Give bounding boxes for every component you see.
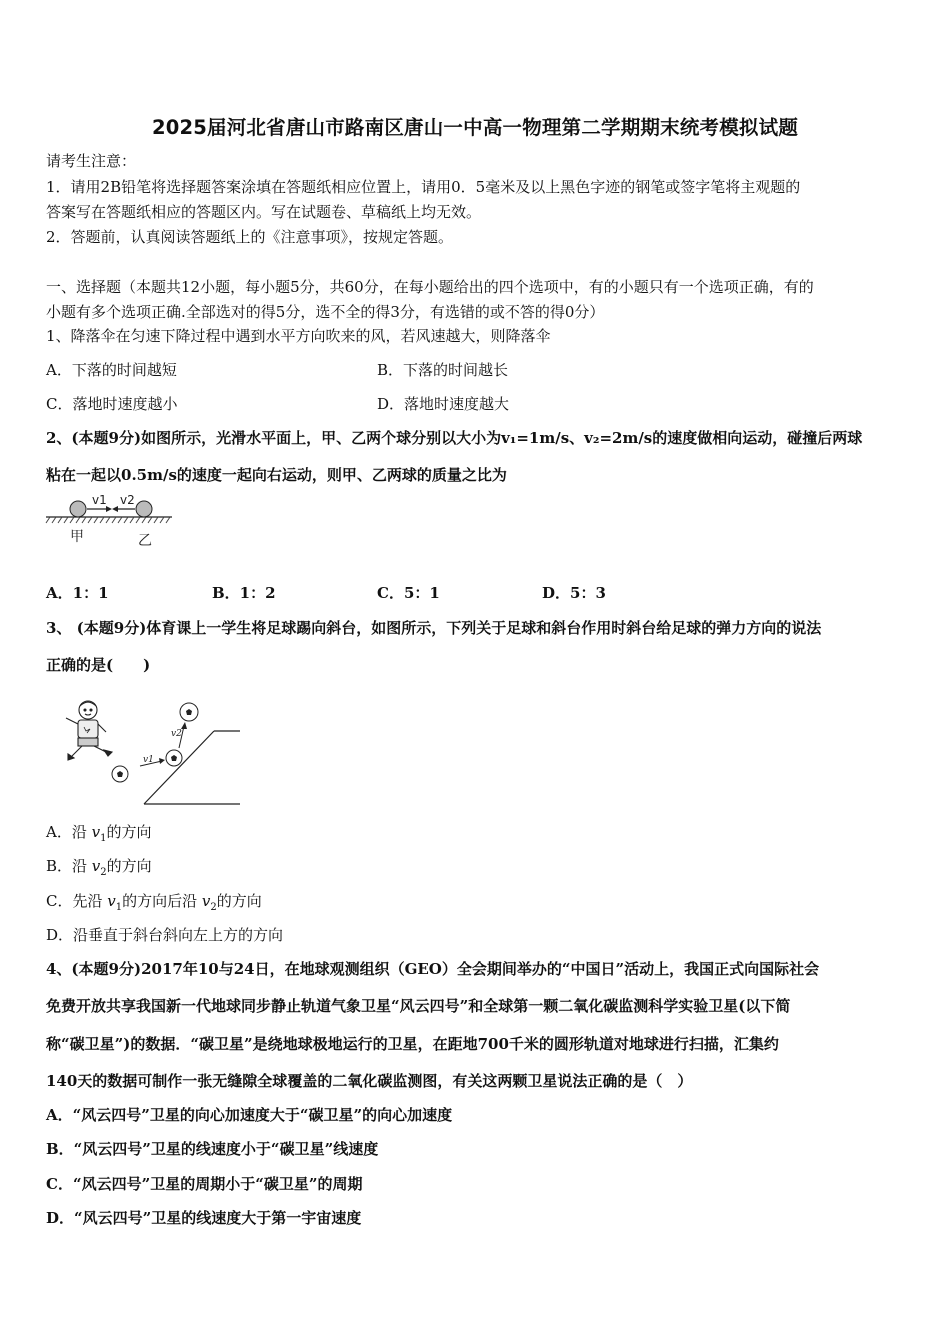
q4-stem-line-1: 4、(本题9分)2017年10与24日，在地球观测组织（GEO）全会期间举办的“中国日”活动上，我国正式向国际社会 <box>46 960 820 978</box>
q4-option-a: A．“风云四号”卫星的向心加速度大于“碳卫星”的向心加速度 <box>46 1106 453 1124</box>
q2-fig-v2-label: v2 <box>120 493 135 507</box>
q2-collision-figure <box>44 492 176 552</box>
notice-item-2: 2．答题前，认真阅读答题纸上的《注意事项》，按规定答题。 <box>46 228 454 246</box>
q4-stem-line-4: 140天的数据可制作一张无缝隙全球覆盖的二氧化碳监测图，有关这两颗卫星说法正确的是（ ） <box>46 1072 693 1090</box>
q1-option-b: B．下落的时间越长 <box>377 361 509 379</box>
notice-item-1-line-2: 答案写在答题纸相应的答题区内。写在试题卷、草稿纸上均无效。 <box>46 203 482 221</box>
q2-fig-jia-label: 甲 <box>70 529 84 545</box>
soccer-ball-icon <box>166 750 182 766</box>
q2-option-d: D．5：3 <box>542 584 606 602</box>
q4-option-c: C．“风云四号”卫星的周期小于“碳卫星”的周期 <box>46 1175 363 1193</box>
q1-option-a: A．下落的时间越短 <box>46 361 177 379</box>
q2-option-a: A．1：1 <box>46 584 109 602</box>
q3-option-b: B．沿 $v_2$的方向 <box>46 857 152 878</box>
q2-stem-line-2: 粘在一起以0.5m/s的速度一起向右运动，则甲、乙两球的质量之比为 <box>46 466 507 484</box>
q2-option-c: C．5：1 <box>377 584 440 602</box>
page-title: 2025届河北省唐山市路南区唐山一中高一物理第二学期期末统考模拟试题 <box>151 116 799 139</box>
q2-option-b: B．1：2 <box>212 584 276 602</box>
q3-option-c: C．先沿 $v_1$的方向后沿 $v_2$的方向 <box>46 892 262 913</box>
q2-fig-v1-label: v1 <box>92 493 107 507</box>
q3-option-a: A．沿 $v_1$的方向 <box>46 823 152 844</box>
q3-option-d: D．沿垂直于斜台斜向左上方的方向 <box>46 926 284 944</box>
q4-stem-line-2: 免费开放共享我国新一代地球同步静止轨道气象卫星“风云四号”和全球第一颗二氧化碳监测科学实验卫星(以下简 <box>46 997 791 1015</box>
q3-stem-line-2: 正确的是( ) <box>46 656 151 674</box>
q4-stem-line-3: 称“碳卫星”)的数据．“碳卫星”是绕地球极地运行的卫星，在距地700千米的圆形轨道对地球进行扫描，汇集约 <box>46 1035 779 1053</box>
q1-stem: 1、降落伞在匀速下降过程中遇到水平方向吹来的风，若风速越大，则降落伞 <box>46 327 551 345</box>
q3-incline-figure <box>44 694 244 808</box>
q3-fig-v1-label: v1 <box>143 755 154 765</box>
soccer-ball-icon <box>180 703 198 721</box>
soccer-ball-icon <box>112 766 128 782</box>
q1-option-d: D．落地时速度越大 <box>377 395 510 413</box>
q4-option-d: D．“风云四号”卫星的线速度大于第一宇宙速度 <box>46 1209 362 1227</box>
q3-fig-v2-label: v2 <box>171 729 182 739</box>
notice-item-1-line-1: 1．请用2B铅笔将选择题答案涂填在答题纸相应位置上，请用0．5毫米及以上黑色字迹的钢笔或签字笔将主观题的 <box>46 178 801 196</box>
student-icon <box>66 701 112 760</box>
section-heading-line-1: 一、选择题（本题共12小题，每小题5分，共60分，在每小题给出的四个选项中，有的小题只有一个选项正确，有的 <box>46 278 814 296</box>
q3-stem-line-1: 3、 (本题9分)体育课上一学生将足球踢向斜台，如图所示，下列关于足球和斜台作用时斜台给足球的弹力方向的说法 <box>46 619 822 637</box>
notice-heading: 请考生注意： <box>46 152 137 170</box>
section-heading-line-2: 小题有多个选项正确.全部选对的得5分，选不全的得3分，有选错的或不答的得0分） <box>46 303 605 321</box>
q2-stem-line-1: 2、(本题9分)如图所示，光滑水平面上，甲、乙两个球分别以大小为v₁=1m/s、v₂=2m/s的速度做相向运动，碰撞后两球 <box>46 429 863 447</box>
q2-fig-yi-label: 乙 <box>138 533 152 549</box>
q1-option-c: C．落地时速度越小 <box>46 395 178 413</box>
q4-option-b: B．“风云四号”卫星的线速度小于“碳卫星”线速度 <box>46 1140 379 1158</box>
